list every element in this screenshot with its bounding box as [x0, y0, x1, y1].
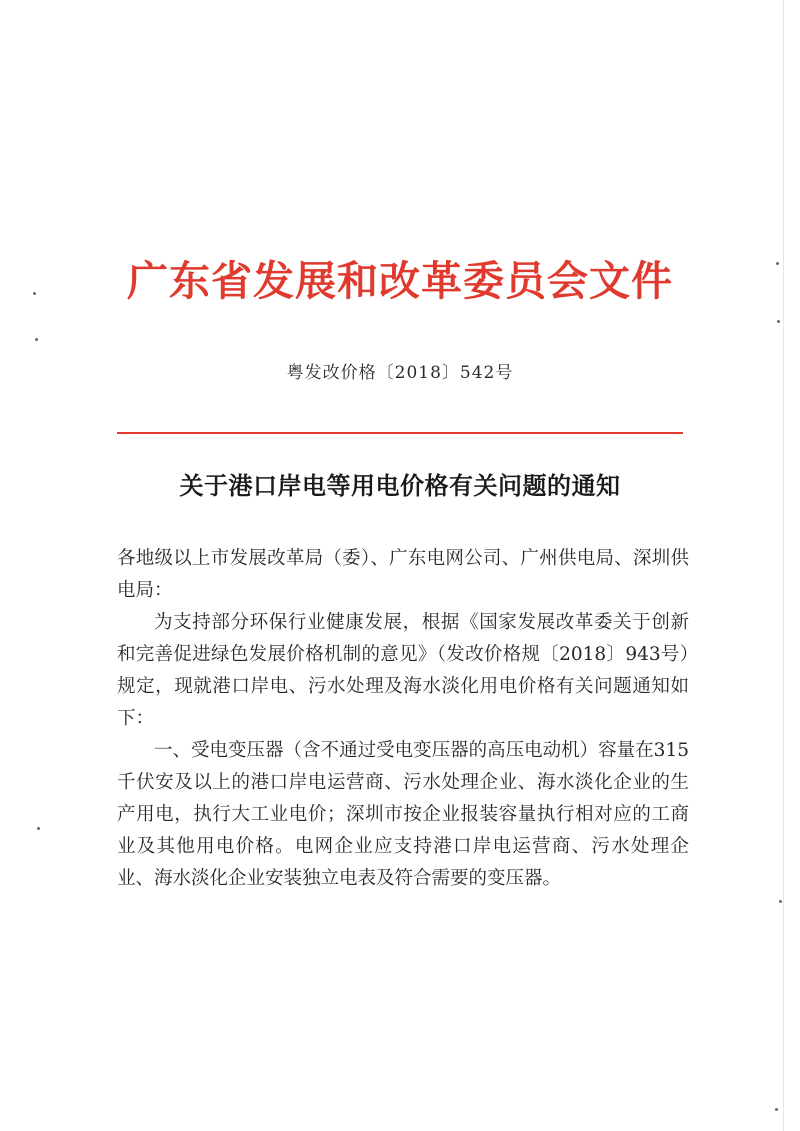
scan-speck [779, 900, 782, 903]
scan-speck [33, 292, 36, 295]
scan-speck [35, 338, 38, 341]
scan-edge-line [783, 0, 784, 1131]
scan-speck [775, 1108, 778, 1111]
scan-speck [37, 827, 40, 830]
scan-speck [776, 262, 779, 265]
issuer-header-title: 广东省发展和改革委员会文件 [127, 257, 673, 305]
notice-title: 关于港口岸电等用电价格有关问题的通知 [179, 472, 621, 500]
scan-speck [777, 320, 780, 323]
clause-one-paragraph: 一、受电变压器（含不通过受电变压器的高压电动机）容量在315千伏安及以上的港口岸电运营商、污水处理企业、海水淡化企业的生产用电，执行大工业电价；深圳市按企业报装容量执行相对应的工商业及其他用电价格。电网企业应支持港口岸电运营商、污水处理企业、海水淡化企业安装独立电表及符合需要的变压器。 [117, 740, 689, 889]
document-number: 粤发改价格〔2018〕542号 [286, 363, 514, 383]
addressees-paragraph: 各地级以上市发展改革局（委）、广东电网公司、广州供电局、深圳供电局： [117, 548, 689, 601]
red-divider-line [117, 432, 683, 434]
notice-body [117, 543, 689, 895]
intro-paragraph: 为支持部分环保行业健康发展，根据《国家发展改革委关于创新和完善促进绿色发展价格机制的意见》（发改价格规〔2018〕943号）规定，现就港口岸电、污水处理及海水淡化用电价格有关问题通知如下： [117, 612, 689, 729]
